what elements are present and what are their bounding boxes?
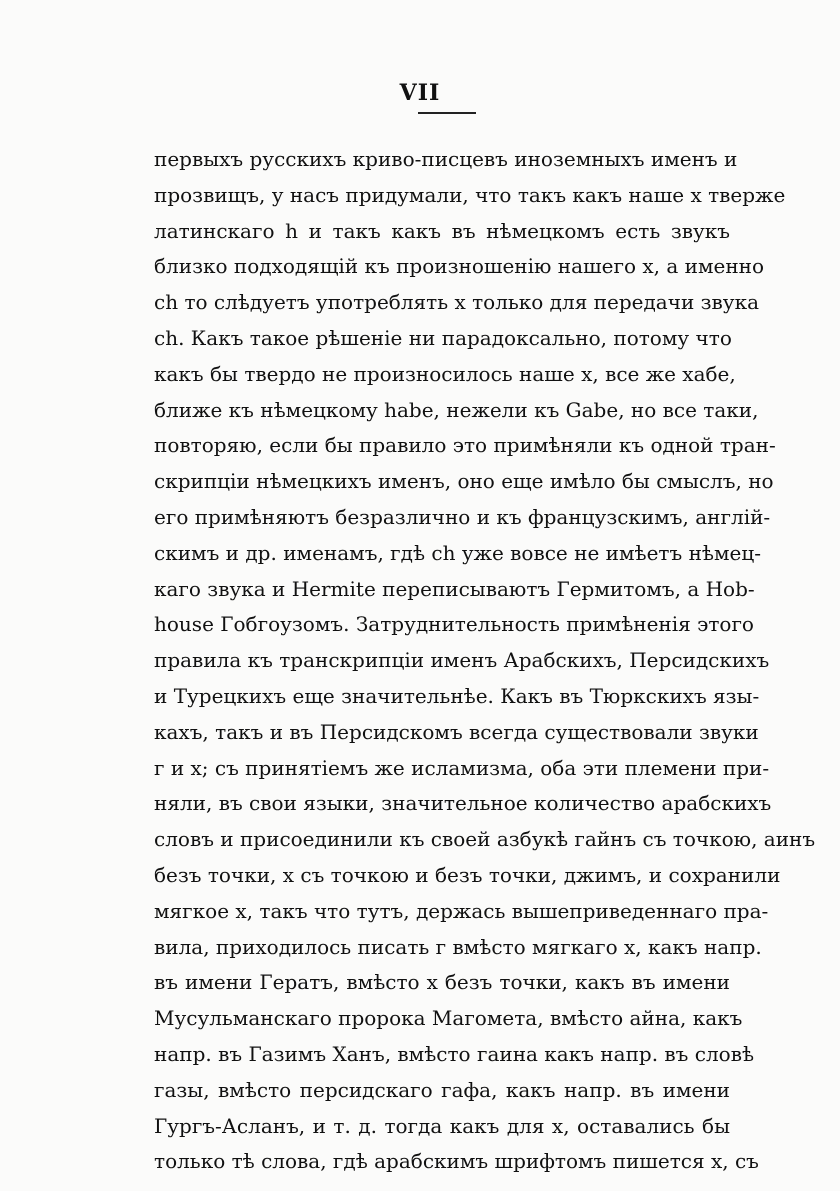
text-line: мягкое x, такъ что тутъ, держась вышеприведеннаго пра- (154, 898, 769, 923)
text-line: вила, приходилось писать г вмѣсто мягкаго x, какъ напр. (154, 934, 762, 959)
text-line: газы, вмѣсто персидскаго гафа, какъ напр. въ имени (154, 1077, 730, 1102)
text-line: латинскаго h и такъ какъ въ нѣмецкомъ есть звукъ (154, 218, 730, 243)
text-line: близко подходящій къ произношенію нашего x, а именно (154, 254, 765, 279)
text-line: правила къ транскрипціи именъ Арабскихъ, Персидскихъ (154, 648, 770, 673)
text-line: ch то слѣдуетъ употреблять x только для передачи звука (154, 290, 759, 315)
page-number: VII (399, 80, 441, 106)
text-line: повторяю, если бы правило это примѣняли къ одной тран- (154, 433, 776, 458)
text-line: скимъ и др. именамъ, гдѣ ch уже вовсе не имѣетъ нѣмец- (154, 540, 761, 565)
text-line: Гургъ-Асланъ, и т. д. тогда какъ для x, оставались бы (154, 1113, 730, 1138)
text-line: скрипціи нѣмецкихъ именъ, оно еще имѣло бы смыслъ, но (154, 469, 774, 494)
text-line: кахъ, такъ и въ Персидскомъ всегда существовали звуки (154, 719, 759, 744)
text-line: безъ точки, x съ точкою и безъ точки, джимъ, и сохранили (154, 862, 781, 887)
text-line: его примѣняютъ безразлично и къ французскимъ, англій- (154, 504, 771, 529)
text-line: напр. въ Газимъ Ханъ, вмѣсто гаина какъ напр. въ словѣ (154, 1041, 755, 1066)
text-line: какъ бы твердо не произносилось наше x, все же хабе, (154, 361, 736, 386)
body-text (154, 142, 816, 1180)
text-line: г и x; съ принятіемъ же исламизма, оба эти племени при- (154, 755, 770, 780)
text-line: няли, въ свои языки, значительное количество арабскихъ (154, 791, 772, 816)
text-line: въ имени Гератъ, вмѣсто x безъ точки, какъ въ имени (154, 970, 730, 995)
text-line: ch. Какъ такое рѣшеніе ни парадоксально, потому что (154, 325, 732, 350)
text-line: словъ и присоединили къ своей азбукѣ гайнъ съ точкою, аинъ (154, 827, 816, 852)
text-line: только тѣ слова, гдѣ арабскимъ шрифтомъ пишется x, съ (154, 1149, 759, 1174)
text-line: прозвищъ, у насъ придумали, что такъ какъ наше x тверже (154, 182, 786, 207)
header-rule (418, 112, 476, 114)
text-line: и Турецкихъ еще значительнѣе. Какъ въ Тюркскихъ язы- (154, 683, 760, 708)
text-line: Мусульманскаго пророка Магомета, вмѣсто айна, какъ (154, 1006, 743, 1031)
text-line: первыхъ русскихъ криво-писцевъ иноземныхъ именъ и (154, 147, 738, 171)
text-line: каго звука и Hermite переписываютъ Гермитомъ, а Hob- (154, 576, 755, 601)
text-line: ближе къ нѣмецкому habe, нежели къ Gabe, но все таки, (154, 397, 759, 422)
text-line: house Гобгоузомъ. Затруднительность примѣненія этого (154, 612, 754, 637)
